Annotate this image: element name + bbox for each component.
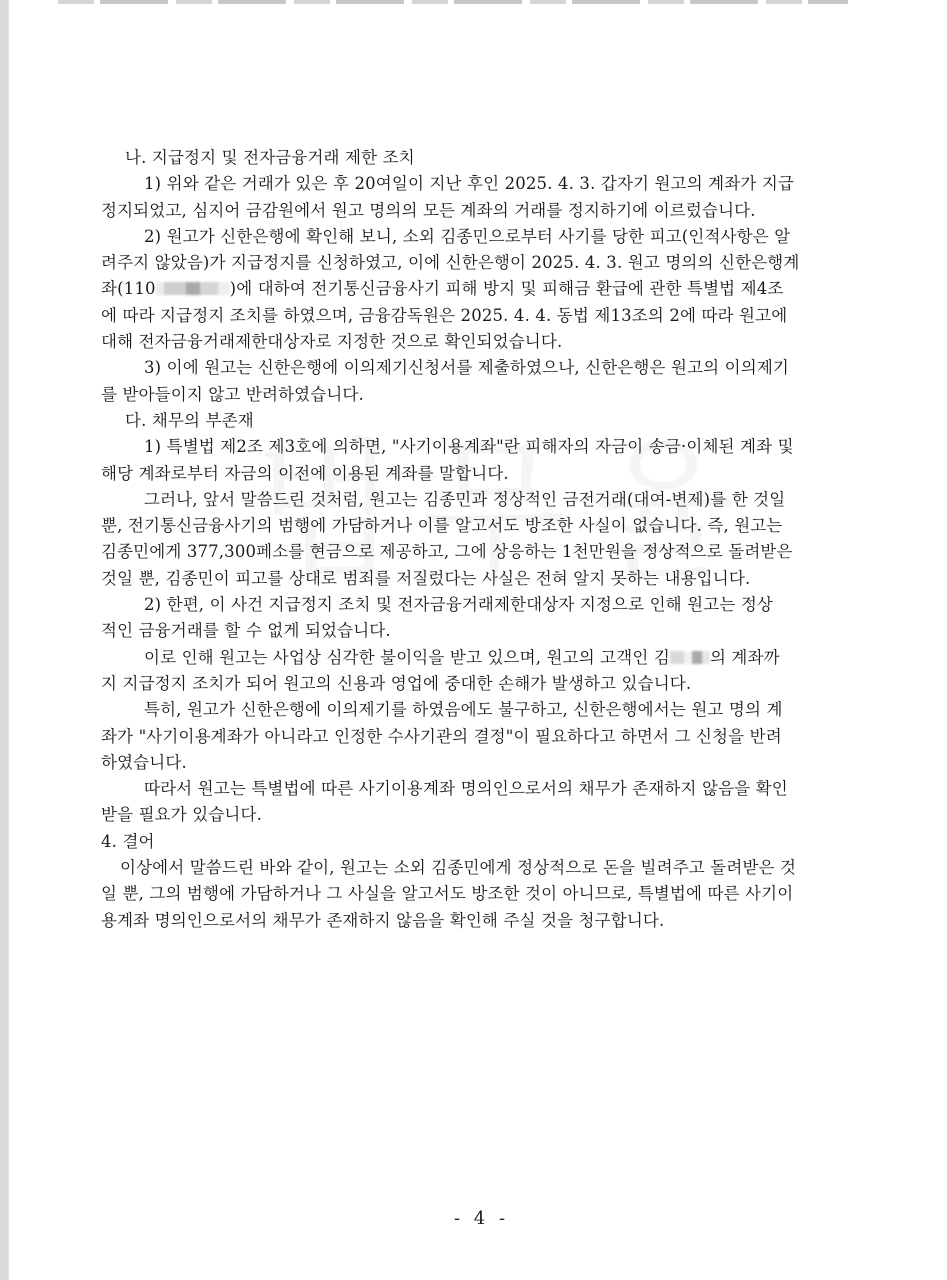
paragraph-line: 에 따라 지급정지 조치를 하였으며, 금융감독원은 2025. 4. 4. 동법 제13조의 2에 따라 원고에 — [101, 305, 788, 325]
line-text-after: )에 대하여 전기통신금융사기 피해 방지 및 피해금 환급에 관한 특별법 제4조 — [229, 279, 784, 299]
document-body — [96, 145, 876, 934]
paragraph-line: 용계좌 명의인으로서의 채무가 존재하지 않음을 확인해 주실 것을 청구합니다. — [101, 910, 665, 930]
redacted-account-number — [156, 282, 230, 295]
top-header-strip — [58, 0, 848, 4]
paragraph-line-with-redaction — [96, 645, 876, 671]
paragraph-line: 김종민에게 377,300페소를 현금으로 제공하고, 그에 상응하는 1천만원을 정상적으로 돌려받은 — [101, 542, 793, 562]
paragraph-line: 좌가 "사기이용계좌가 아니라고 인정한 수사기관의 결정"이 필요하다고 하면서 그 신청을 반려 — [101, 726, 782, 746]
paragraph-line: 대해 전자금융거래제한대상자로 지정한 것으로 확인되었습니다. — [101, 332, 563, 352]
paragraph-line: 하였습니다. — [101, 752, 187, 772]
paragraph-line: 특히, 원고가 신한은행에 이의제기를 하였음에도 불구하고, 신한은행에서는 원고 명의 계 — [144, 700, 783, 720]
heading-conclusion: 4. 결어 — [101, 831, 155, 851]
paragraph-line: 것일 뿐, 김종민이 피고를 상대로 범죄를 저질렀다는 사실은 전혀 알지 못하는 내용입니다. — [101, 568, 751, 588]
paragraph-line: 받을 필요가 있습니다. — [101, 805, 262, 825]
redacted-customer-name — [670, 651, 710, 664]
paragraph-line: 그러나, 앞서 말씀드린 것처럼, 원고는 김종민과 정상적인 금전거래(대여-변제)를 한 것일 — [144, 489, 786, 509]
line-text-before: 좌(110 — [101, 279, 156, 299]
paragraph-line: 이상에서 말씀드린 바와 같이, 원고는 소외 김종민에게 정상적으로 돈을 빌려주고 돌려받은 것 — [120, 858, 797, 878]
paragraph-line: 뿐, 전기통신금융사기의 범행에 가담하거나 이를 알고서도 방조한 사실이 없습니다. 즉, 원고는 — [101, 516, 783, 536]
paragraph-line: 일 뿐, 그의 범행에 가담하거나 그 사실을 알고서도 방조한 것이 아니므로, 특별법에 따른 사기이 — [101, 884, 794, 904]
heading-na: 나. 지급정지 및 전자금융거래 제한 조치 — [125, 148, 415, 167]
paragraph-line: 1) 위와 같은 거래가 있은 후 20여일이 지난 후인 2025. 4. 3. 갑자기 원고의 계좌가 지급 — [144, 174, 795, 194]
paragraph-line: 정지되었고, 심지어 금감원에서 원고 명의의 모든 계좌의 거래를 정지하기에 이르렀습니다. — [101, 200, 756, 220]
paragraph-line: 를 받아들이지 않고 반려하였습니다. — [101, 384, 364, 404]
paragraph-line-with-redaction — [96, 276, 876, 302]
paragraph-line: 3) 이에 원고는 신한은행에 이의제기신청서를 제출하였으나, 신한은행은 원고의 이의제기 — [144, 358, 789, 378]
page-number: - 4 - — [453, 1208, 510, 1229]
document-page — [8, 0, 947, 1280]
paragraph-line: 지 지급정지 조치가 되어 원고의 신용과 영업에 중대한 손해가 발생하고 있습니다. — [101, 673, 692, 693]
line-text-after: 의 계좌까 — [709, 647, 780, 667]
heading-da: 다. 채무의 부존재 — [125, 410, 254, 430]
paragraph-line: 따라서 원고는 특별법에 따른 사기이용계좌 명의인으로서의 채무가 존재하지 않음을 확인 — [144, 779, 788, 799]
paragraph-line: 해당 계좌로부터 자금의 이전에 이용된 계좌를 말합니다. — [101, 463, 509, 483]
paragraph-line: 2) 한편, 이 사건 지급정지 조치 및 전자금융거래제한대상자 지정으로 인해 원고는 정상 — [144, 595, 773, 615]
paragraph-line: 2) 원고가 신한은행에 확인해 보니, 소외 김종민으로부터 사기를 당한 피고(인적사항은 알 — [144, 226, 791, 246]
paragraph-line: 1) 특별법 제2조 제3호에 의하면, "사기이용계좌"란 피해자의 자금이 송금·이체된 계좌 및 — [144, 437, 794, 457]
line-text-before: 이로 인해 원고는 사업상 심각한 불이익을 받고 있으며, 원고의 고객인 김 — [144, 647, 670, 667]
paragraph-line: 적인 금융거래를 할 수 없게 되었습니다. — [101, 621, 391, 641]
paragraph-line: 려주지 않았음)가 지급정지를 신청하였고, 이에 신한은행이 2025. 4. 3. 원고 명의의 신한은행계 — [101, 253, 800, 273]
